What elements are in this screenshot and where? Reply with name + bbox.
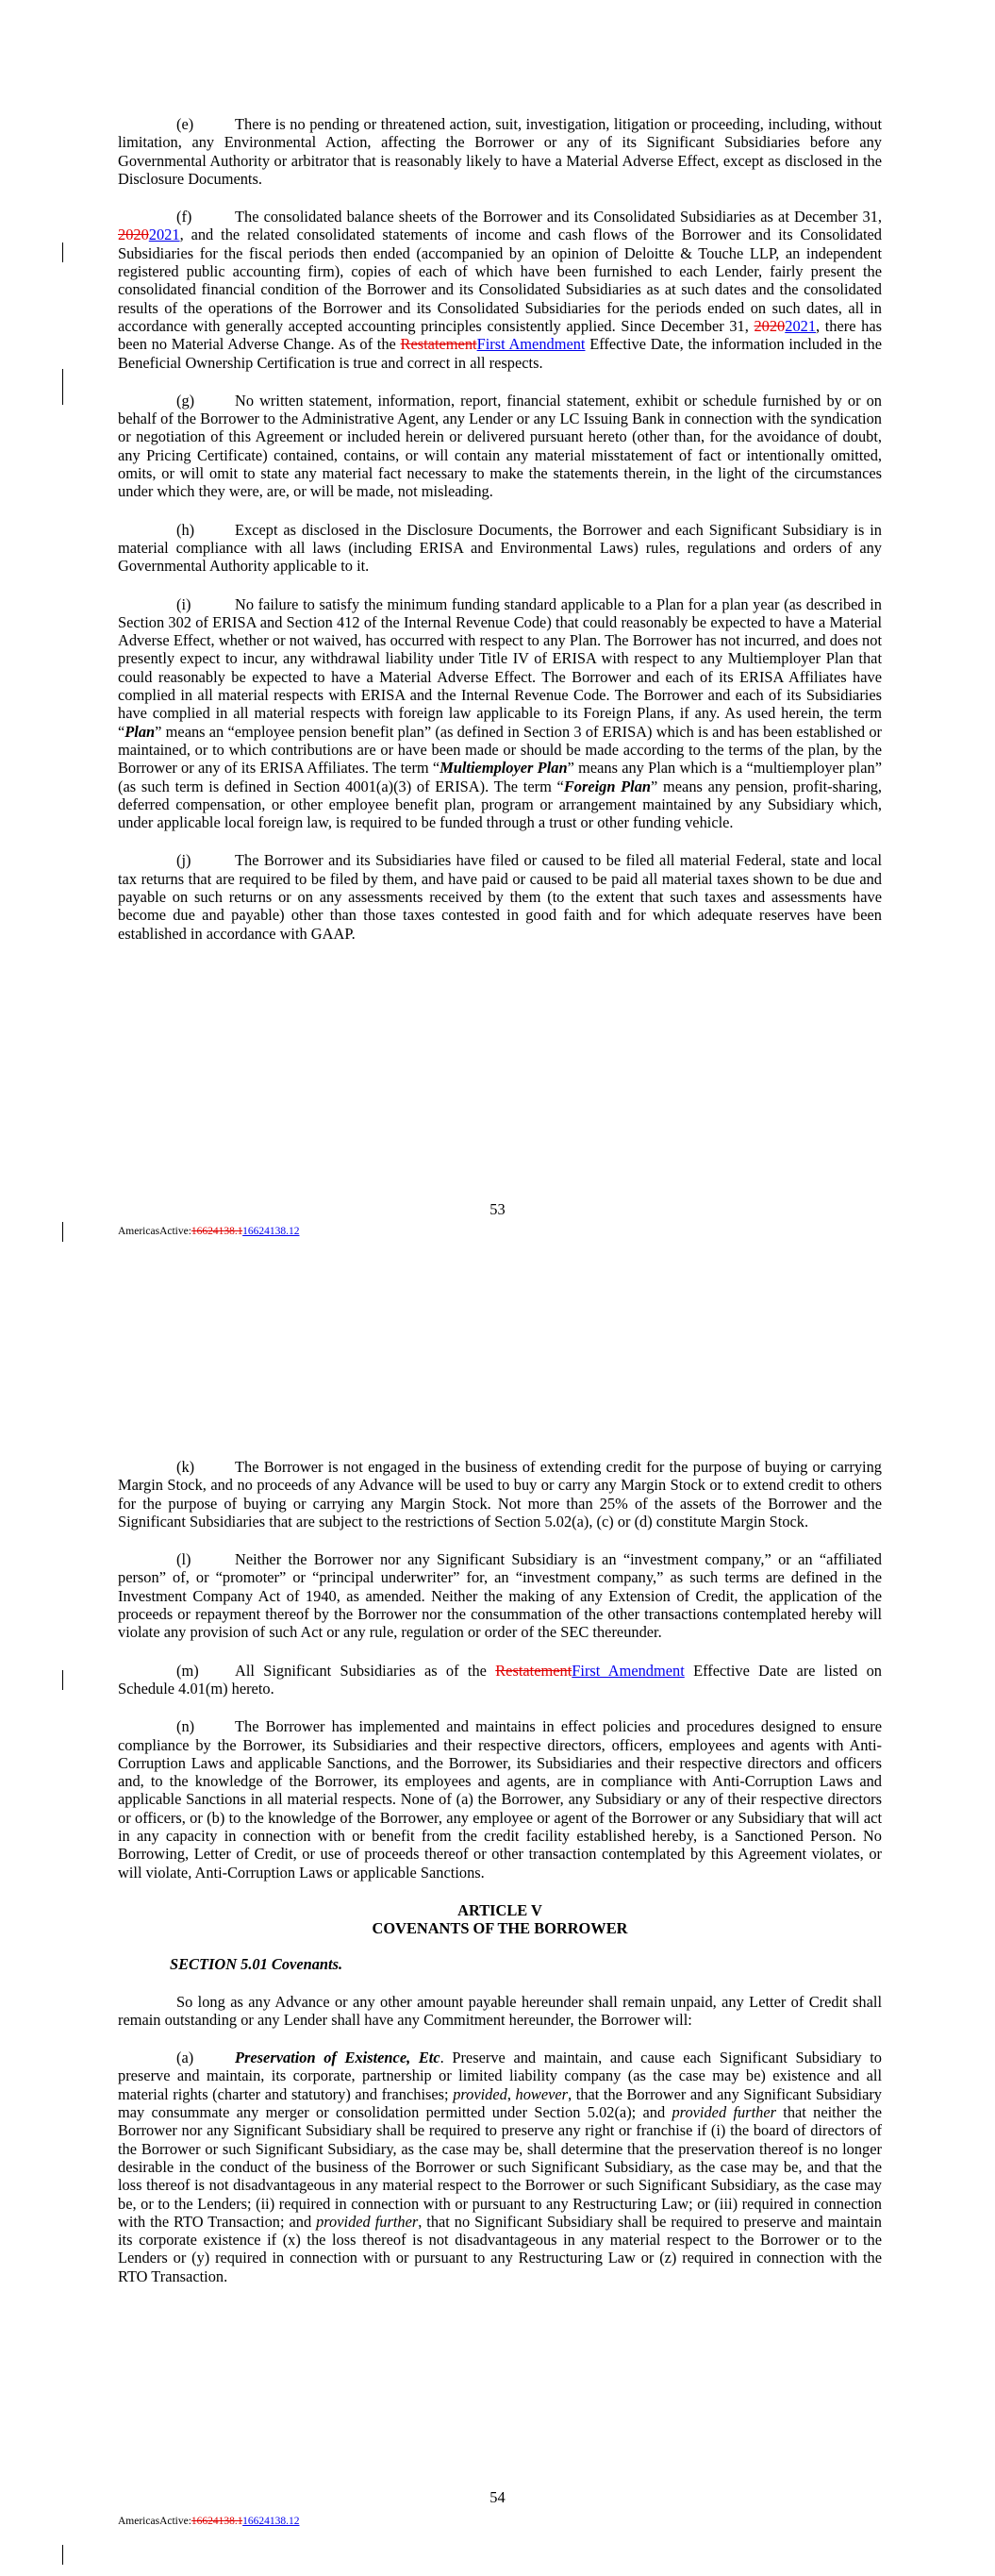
paragraph-text: The Borrower has implemented and maintains in effect policies and procedures designed to ensure compliance by the Borrower, its Subsidiaries and their respective directors, officers, employees and agents with Anti-Corruption Laws and applicable Sanctions, and the Borrower, its Subsidiaries and their respective directors and officers and, to the knowledge of the Borrower, its employees and agents, are in compliance with Anti-Corruption Laws and applicable Sanctions in all material respects. None of (a) the Borrower, any Subsidiary or any of their respective directors or officers, or (b) to the knowledge of the Borrower, any employee or agent of the Borrower or any Subsidiary that will act in any capacity in connection with or benefit from the credit facility established hereby, is a Sanctioned Person. No Borrowing, Letter of Credit, or use of proceeds thereof or other transaction contemplated by this Agreement violates, or will violate, Anti-Corruption Laws or applicable Sanctions. <box>118 1717 882 1882</box>
paragraph-n <box>118 1717 882 1882</box>
paragraph-i: (i) No failure to satisfy the minimum funding standard applicable to a Plan for a plan year (as described in Section 302 of ERISA and Section 412 of the Internal Revenue Code) that could reasonably be expected to have a Material Adverse Effect, whether or not waived, has occurred with respect to any Plan. The Borrower has not incurred, and does not presently expect to incur, any withdrawal liability under Title IV of ERISA with respect to any Multiemployer Plan that could reasonably be expected to have a Material Adverse Effect. The Borrower and each of its ERISA Affiliates have complied in all material respects with ERISA and the Internal Revenue Code. The Borrower and each of its Subsidiaries have complied in all material respects with foreign law applicable to its Foreign Plans, if any. As used herein, the term “Plan” means an “employee pension benefit plan” (as defined in Section 3 of ERISA) which is and has been established or maintained, or to which contributions are or have been made or should be made according to the terms of the plan, by the Borrower or any of its ERISA Affiliates. The term “Multiemployer Plan” means any Plan which is a “multiemployer plan” (as such term is defined in Section 4001(a)(3) of ERISA). The term “Foreign Plan” means any pension, profit-sharing, deferred compensation, or other employee benefit plan, program or arrangement maintained by any Subsidiary which, under applicable local foreign law, is required to be funded through a trust or other funding vehicle. <box>118 594 882 832</box>
paragraph-g <box>118 392 882 501</box>
page-number: 53 <box>489 1200 506 1218</box>
inserted-text: 2021 <box>148 226 180 244</box>
page-54 <box>0 1288 995 2576</box>
footer-doc-id: AmericasActive:16624138.116624138.12 <box>118 2516 300 2527</box>
paragraph-label: (n) <box>176 1717 195 1736</box>
article-title: COVENANTS OF THE BORROWER <box>372 1919 628 1938</box>
change-bar <box>62 369 63 405</box>
section-heading: SECTION 5.01 Covenants. <box>170 1954 343 1973</box>
paragraph-text: No written statement, information, report, financial statement, exhibit or schedule furnished by or on behalf of the Borrower to the Administrative Agent, any Lender or any LC Issuing Bank in connection with the syndication or negotiation of this Agreement or included herein or delivered pursuant hereto (other than, for the avoidance of doubt, any Pricing Certificate) contained, contains, or will contain any material misstatement of fact or intentionally omitted, omits, or will omit to state any material fact necessary to make the statements therein, in the light of the circumstances under which they were, are, or will be made, not misleading. <box>118 391 882 501</box>
paragraph-text: Neither the Borrower nor any Significant Subsidiary is an “investment company,” or an “affiliated person” of, or “promoter” or “principal underwriter” for, an “investment company,” as such terms are defined in the Investment Company Act of 1940, as amended. Neither the making of any Extension of Credit, the application of the proceeds or repayment thereof by the Borrower nor the consummation of the other transactions contemplated hereby will violate any provision of such Act or any rule, regulation or order of the SEC thereunder. <box>118 1550 882 1642</box>
paragraph-f: (f) The consolidated balance sheets of the Borrower and its Consolidated Subsidiaries as at December 31, 20202021, and the related consolidated statements of income and cash flows of the Borrower and its Consolidated Subsidiaries for the fiscal periods then ended (accompanied by an opinion of Deloitte & Touche LLP, an independent registered public accounting firm), copies of each of which have been furnished to each Lender, fairly present the consolidated financial condition of the Borrower and its Consolidated Subsidiaries as at such dates and the consolidated results of the operations of the Borrower and its Consolidated Subsidiaries for the periods ended on such dates, all in accordance with generally accepted accounting principles consistently applied. Since December 31, 20202021, there has been no Material Adverse Change. As of the RestatementFirst Amendment Effective Date, the information included in the Beneficial Ownership Certification is true and correct in all respects. <box>118 208 883 372</box>
paragraph-label: (l) <box>176 1550 191 1569</box>
inserted-text: 16624138.12 <box>242 2516 300 2527</box>
paragraph-label: (j) <box>176 851 191 870</box>
inserted-text: First Amendment <box>572 1661 685 1680</box>
defined-term: Plan <box>124 722 156 741</box>
paragraph-h <box>118 521 882 576</box>
change-bar <box>62 2545 63 2565</box>
page-54-body <box>118 1458 882 2305</box>
change-bar <box>62 1670 63 1690</box>
defined-term: Foreign Plan <box>563 777 652 795</box>
inserted-text: First Amendment <box>476 335 586 354</box>
change-bar <box>62 1222 63 1242</box>
deleted-text: 16624138.1 <box>191 1226 243 1237</box>
defined-term: Multiemployer Plan <box>439 759 568 778</box>
inserted-text: 16624138.12 <box>242 1226 300 1237</box>
paragraph-m: (m) All Significant Subsidiaries as of the RestatementFirst Amendment Effective Date are listed on Schedule 4.01(m) hereto. <box>118 1661 882 1698</box>
paragraph-text: The Borrower and its Subsidiaries have filed or caused to be filed all material Federal, state and local tax returns that are required to be filed by them, and have paid or caused to be paid all material taxes shown to be due and payable on such returns or on any assessments received by them (to the extent that such taxes and assessments have become due and payable) other than those taxes contested in good faith and for which adequate reserves have been established in accordance with GAAP. <box>118 851 882 943</box>
paragraph-label: (i) <box>176 594 191 613</box>
deleted-text: 2020 <box>754 316 786 335</box>
paragraph-label: (m) <box>176 1661 199 1680</box>
deleted-text: Restatement <box>495 1661 572 1680</box>
deleted-text: Restatement <box>400 335 477 354</box>
page-53-body <box>118 115 882 962</box>
paragraph-label: (f) <box>176 208 192 226</box>
deleted-text: 16624138.1 <box>191 2516 243 2527</box>
covenants-intro: So long as any Advance or any other amount payable hereunder shall remain unpaid, any Letter of Credit shall remain outstanding or any Lender shall have any Commitment hereunder, the Borrower will: <box>118 1992 882 2029</box>
deleted-text: 2020 <box>118 226 149 244</box>
paragraph-l <box>118 1550 882 1641</box>
paragraph-j <box>118 851 882 942</box>
paragraph-text: There is no pending or threatened action, suit, investigation, litigation or proceeding, including, without limitation, any Environmental Action, affecting the Borrower or any of its Significant Subsidiaries before any Governmental Authority or arbitrator that is reasonably likely to have a Material Adverse Effect, except as disclosed in the Disclosure Documents. <box>118 115 882 188</box>
covenant-a: (a) Preservation of Existence, Etc. Preserve and maintain, and cause each Significant Subsidiary to preserve and maintain, its corporate, partnership or limited liability company (as the case may be) existence and all material rights (charter and statutory) and franchises; provided, however, that the Borrower and any Significant Subsidiary may consummate any merger or consolidation permitted under Section 5.02(a); and provided further that neither the Borrower nor any Significant Subsidiary shall be required to preserve any right or franchise if (i) the board of directors of the Borrower or such Significant Subsidiary, as the case may be, shall determine that the preservation thereof is no longer desirable in the conduct of the business of the Borrower or such Significant Subsidiary, as the case may be, and that the loss thereof is not disadvantageous in any material respect to the Borrower or such Significant Subsidiary, as the case may be, or to the Lenders; (ii) required in connection with or pursuant to any Restructuring Law; or (iii) required in connection with the RTO Transaction; and provided further, that no Significant Subsidiary shall be required to preserve and maintain its corporate existence if (x) the loss thereof is not disadvantageous in any material respect to the Borrower or to the Lenders or (y) required in connection with or pursuant to any Restructuring Law or (z) required in connection with the RTO Transaction. <box>118 2049 882 2285</box>
paragraph-text: The Borrower is not engaged in the business of extending credit for the purpose of buying or carrying Margin Stock, and no proceeds of any Advance will be used to buy or carry any Margin Stock or to extend credit to others for the purpose of buying or carrying any Margin Stock. Not more than 25% of the assets of the Borrower and the Significant Subsidiaries that are subject to the restrictions of Section 5.02(a), (c) or (d) constitute Margin Stock. <box>118 1458 882 1531</box>
paragraph-k <box>118 1458 882 1531</box>
paragraph-label: (k) <box>176 1458 195 1476</box>
article-heading <box>118 1901 882 1938</box>
change-bar <box>62 243 63 262</box>
paragraph-label: (h) <box>176 520 195 539</box>
paragraph-label: (a) <box>176 2049 194 2067</box>
covenant-heading: Preservation of Existence, Etc <box>235 2049 440 2067</box>
paragraph-label: (g) <box>176 391 195 410</box>
paragraph-label: (e) <box>176 115 194 133</box>
article-number: ARTICLE V <box>457 1900 542 1919</box>
footer-doc-id: AmericasActive:16624138.116624138.12 <box>118 1226 300 1237</box>
paragraph-e <box>118 115 882 188</box>
paragraph-text: Except as disclosed in the Disclosure Documents, the Borrower and each Significant Subsidiary is in material compliance with all laws (including ERISA and Environmental Laws) rules, regulations and orders of any Governmental Authority applicable to it. <box>118 520 882 576</box>
page-number: 54 <box>489 2488 506 2506</box>
inserted-text: 2021 <box>785 316 817 335</box>
